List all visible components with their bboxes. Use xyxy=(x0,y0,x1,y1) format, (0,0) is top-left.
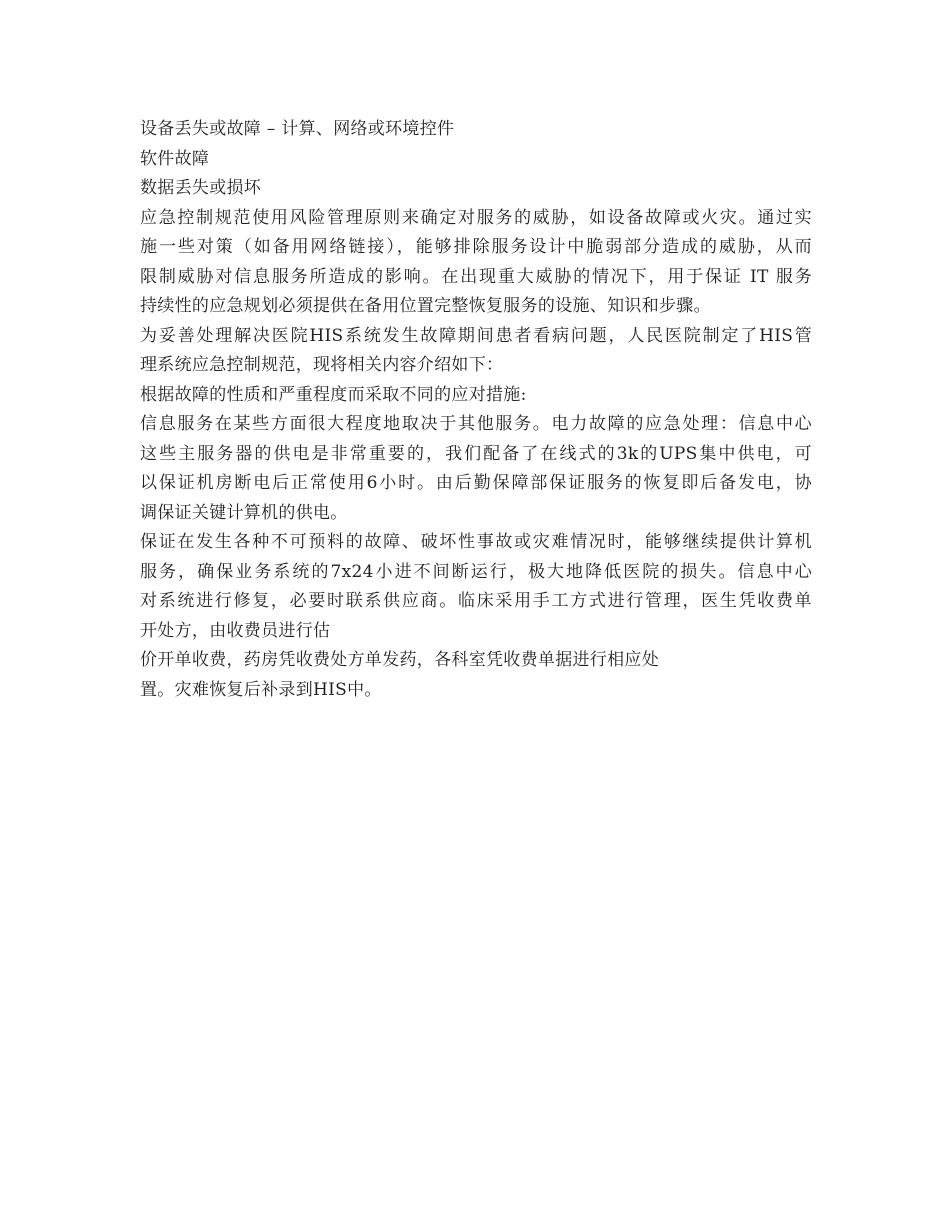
paragraph-his-intro xyxy=(140,322,812,381)
paragraph-line: 调保证关键计算机的供电。 xyxy=(140,502,348,523)
paragraph-line: 为妥善处理解决医院HIS系统发生故障期间患者看病问题，人民医院制定了HIS管 xyxy=(140,325,812,346)
paragraph-line: 保证在发生各种不可预料的故障、破坏性事故或灾难情况时，能够继续提供计算机 xyxy=(140,532,812,552)
paragraph-power-failure xyxy=(140,410,812,528)
document-body xyxy=(140,115,812,705)
heading-equipment-failure: 设备丢失或故障 – 计算、网络或环境控件 xyxy=(140,119,455,139)
heading-software-failure: 软件故障 xyxy=(140,148,210,169)
paragraph-line: 这些主服务器的供电是非常重要的，我们配备了在线式的3k的UPS集中供电，可 xyxy=(140,443,812,464)
heading-data-loss: 数据丢失或损坏 xyxy=(140,178,262,198)
paragraph-line: 应急控制规范使用风险管理原则来确定对服务的威胁，如设备故障或火灾。通过实 xyxy=(140,207,812,228)
paragraph-line: 信息服务在某些方面很大程度地取决于其他服务。电力故障的应急处理：信息中心 xyxy=(140,414,812,434)
paragraph-line: 持续性的应急规划必须提供在备用位置完整恢复服务的设施、知识和步骤。 xyxy=(140,296,711,316)
paragraph-billing: 价开单收费，药房凭收费处方单发药，各科室凭收费单据进行相应处 xyxy=(140,650,659,670)
paragraph-line: 理系统应急控制规范，现将相关内容介绍如下： xyxy=(140,355,504,375)
paragraph-contingency-control xyxy=(140,204,812,322)
paragraph-recovery: 置。灾难恢复后补录到HIS中。 xyxy=(140,679,382,700)
paragraph-line: 以保证机房断电后正常使用6小时。由后勤保障部保证服务的恢复即后备发电，协 xyxy=(140,473,812,493)
paragraph-line: 服务，确保业务系统的7x24小进不间断运行，极大地降低医院的损失。信息中心 xyxy=(140,561,812,582)
paragraph-line: 施一些对策（如备用网络链接），能够排除服务设计中脆弱部分造成的威胁，从而 xyxy=(140,237,812,257)
paragraph-line: 开处方，由收费员进行估 xyxy=(140,620,331,641)
paragraph-line: 限制威胁对信息服务所造成的影响。在出现重大威胁的情况下，用于保证 IT 服务 xyxy=(140,266,812,287)
paragraph-line: 对系统进行修复，必要时联系供应商。临床采用手工方式进行管理，医生凭收费单 xyxy=(140,591,812,611)
paragraph-disaster-handling xyxy=(140,528,812,646)
paragraph-measures: 根据故障的性质和严重程度而采取不同的应对措施: xyxy=(140,384,527,405)
